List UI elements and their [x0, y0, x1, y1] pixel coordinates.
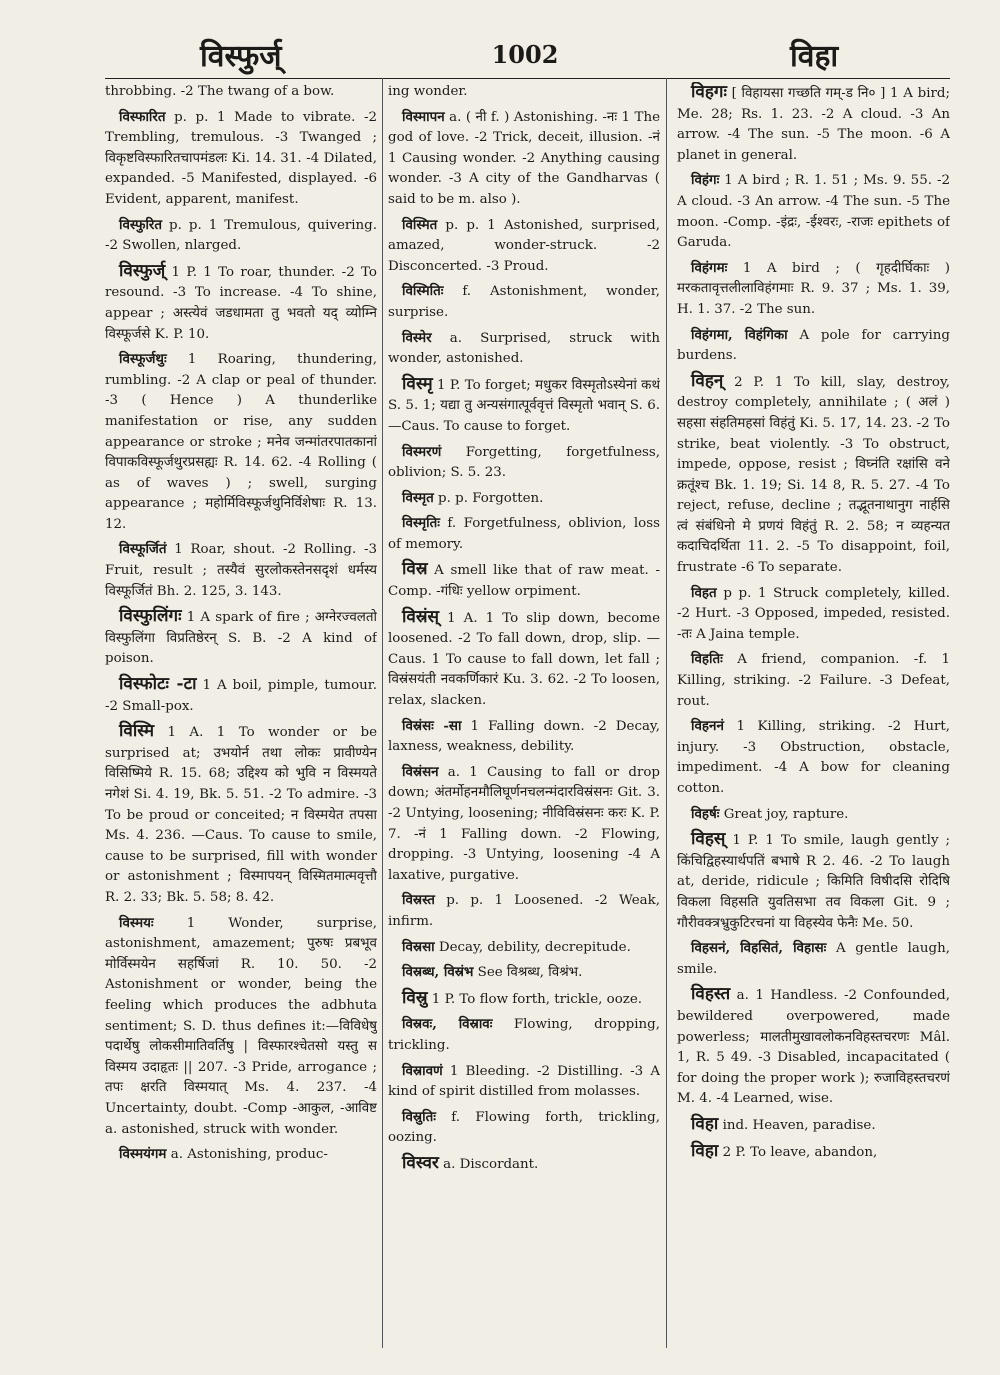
entry-headword: विहा	[691, 1140, 719, 1161]
entry-headword: विस्मित	[402, 216, 438, 233]
column-1	[105, 82, 377, 1352]
dictionary-entry	[677, 371, 950, 579]
entry-definition: 1 A. 1 To slip down, become loosened. -2 To fall down, drop, slip. —Caus. 1 To cause to fall down, let fall ; विस्रंसयंती नवकर्णिकारं Ku. 3. 62. -2 To loosen, relax, slacken.	[388, 610, 660, 709]
entry-definition: p. p. 1 Tremulous, quivering. -2 Swollen, nlarged.	[105, 217, 377, 254]
entry-headword: विस्मृ	[402, 373, 433, 394]
entry-headword: विस्रावणं	[402, 1062, 443, 1079]
entry-headword: विहन्	[691, 370, 724, 391]
entry-headword: विस्मेर	[402, 329, 432, 346]
dictionary-entry	[388, 488, 660, 510]
dictionary-entry	[388, 82, 660, 103]
dictionary-entry	[105, 215, 377, 257]
dictionary-entry	[105, 913, 377, 1141]
dictionary-entry	[388, 1061, 660, 1103]
entry-definition: throbbing. -2 The twang of a bow.	[105, 84, 335, 99]
dictionary-entry	[105, 721, 377, 908]
entry-headword: विस्फारित	[119, 108, 166, 125]
entry-definition: 1 P. 1 To roar, thunder. -2 To resound. -3 To increase. -4 To shine, appear ; अस्त्येवं जडधामता तु भवतो यद् व्योम्नि विस्फूर्जसे K. P. 10.	[105, 264, 377, 342]
entry-definition: 1 A spark of fire ; अग्नेरज्वलतो विस्फुलिंगा विप्रतिष्ठेरन् S. B. -2 A kind of poison.	[105, 610, 377, 667]
entry-definition: f. Flowing forth, trickling, oozing.	[388, 1109, 660, 1146]
entry-definition: A smell like that of raw meat. -Comp. -गंधिः yellow orpiment.	[388, 563, 660, 600]
dictionary-entry	[677, 984, 950, 1110]
dictionary-entry	[677, 258, 950, 321]
entry-headword: विस्मरणं	[402, 443, 442, 460]
entry-definition: Flowing, dropping, trickling.	[388, 1017, 660, 1053]
dictionary-entry	[105, 1144, 377, 1166]
entry-headword: विहत	[691, 584, 717, 601]
entry-definition: ing wonder.	[388, 84, 468, 99]
entry-definition: 1 P. To forget; मधुकर विस्मृतोऽस्येनां कथं S. 5. 1; यद्या तु अन्यसंगात्पूर्ववृत्तं विस्मृतो भवान् S. 6. —Caus. To cause to forget.	[388, 377, 660, 434]
dictionary-entry	[388, 374, 660, 438]
page-number: 1002	[491, 40, 559, 69]
entry-definition: ind. Heaven, paradise.	[722, 1117, 876, 1133]
header-rule	[105, 78, 950, 79]
entry-headword: विहंगः	[691, 172, 720, 189]
entry-headword: विहा	[691, 1113, 719, 1134]
dictionary-entry	[105, 261, 377, 345]
dictionary-entry	[105, 349, 377, 535]
entry-headword: विस्रब्ध, विस्रंभ	[402, 964, 474, 981]
entry-definition: See विश्रब्ध, विश्रंभ.	[477, 965, 583, 981]
entry-headword: विहगः	[691, 82, 727, 102]
entry-headword: विस्रवः, विस्रावः	[402, 1016, 493, 1033]
dictionary-entry	[105, 107, 377, 211]
entry-headword: विस्रुतिः	[402, 1108, 436, 1125]
dictionary-entry	[388, 1153, 660, 1176]
dictionary-entry	[388, 442, 660, 484]
entry-headword: विस्रंसः -सा	[402, 717, 462, 734]
entry-headword: विस्रंसन	[402, 763, 439, 780]
entry-definition: Forgetting, forgetfulness, oblivion; S. 5. 23.	[388, 444, 660, 481]
column-3	[677, 82, 950, 1352]
entry-headword: विहंगमा, विहंगिका	[691, 326, 788, 343]
entry-definition: a. Surprised, struck with wonder, astonished.	[388, 330, 660, 367]
dictionary-entry	[105, 606, 377, 670]
entry-definition: [ विहायसा गच्छति गम्-ड नि० ] 1 A bird; Me. 28; Rs. 1. 23. -2 A cloud. -3 An arrow. -4 The sun. -5 The moon. -6 A planet in general.	[677, 86, 950, 163]
entry-headword: विस्मि	[119, 721, 155, 742]
dictionary-entry	[388, 607, 660, 712]
header-right-guide-word: विहा	[790, 39, 839, 74]
dictionary-entry	[677, 325, 950, 367]
dictionary-entry	[388, 890, 660, 932]
entry-headword: विस्मापन	[402, 108, 445, 125]
dictionary-entry	[388, 1107, 660, 1149]
entry-headword: विस्रु	[402, 987, 428, 1008]
entry-headword: विहतिः	[691, 651, 723, 668]
entry-headword: विस्फोटः -टा	[119, 674, 197, 695]
dictionary-entry	[677, 804, 950, 826]
entry-definition: a. Discordant.	[443, 1156, 539, 1172]
dictionary-entry	[677, 1141, 950, 1164]
entry-definition: 1 Roaring, thundering, rumbling. -2 A clap or peal of thunder. -3 ( Hence ) A thunderlike manifestation or rise, any sudden appearance or stroke ; मनेव जन्मांतरपातकानां विपाकविस्फूर्जथुरप्रसह्यः R. 14. 62. -4 Rolling ( as of waves ) ; swell, surging appearance ; महोर्मिविस्फूर्जथुनिर्विशेषाः R. 13. 12.	[105, 352, 377, 532]
entry-headword: विस्फूर्जितं	[119, 541, 167, 558]
entry-headword: विस्मयः	[119, 914, 154, 931]
entry-headword: विहस्	[691, 829, 726, 850]
entry-definition: 1 A. 1 To wonder or be surprised at; उभयोर्न तथा लोकः प्रावीण्येन विसिष्मिये R. 15. 68; उद्दिश्य को भुवि न विस्मयते नगेशं Si. 4. 19, Bk. 5. 51. -2 To admire. -3 To be proud or conceited; न विस्मयेत तपसा Ms. 4. 236. —Caus. To cause to smile, cause to be surprised, fill with wonder or astonishment ; विस्मापयन् विस्मितमात्मवृत्तौ R. 2. 33; Bk. 5. 58; 8. 42.	[105, 725, 377, 905]
entry-headword: विहननं	[691, 718, 724, 735]
column-divider-2	[666, 78, 667, 1348]
dictionary-entry	[105, 82, 377, 103]
entry-definition: 2 P. 1 To kill, slay, destroy, destroy completely, annihilate ; ( अलं ) सहसा संहतिमहसां विहंतुं Ki. 5. 17, 14. 23. -2 To strike, beat violently. -3 To obstruct, impede, oppose, resist ; विघ्नंति रक्षांसि वने क्रतूंश्च Bk. 1. 19; Si. 14 8, R. 5. 27. -4 To reject, refuse, decline ; तद्भूतनाथानुग नार्हसि त्वं संबंधिनो मे प्रणयं विहंतुं R. 2. 58; न व्यहन्यत कदाचिदर्थिता 11. 2. -5 To disappoint, foil, frustrate -6 To separate.	[677, 374, 950, 576]
dictionary-entry	[388, 559, 660, 602]
entry-definition: p. p. 1 Made to vibrate. -2 Trembling, tremulous. -3 Twanged ; विकृष्टविस्फारितचापमंडलः Ki. 14. 31. -4 Dilated, expanded. -5 Manifested, displayed. -6 Evident, apparent, manifest.	[105, 109, 377, 207]
entry-definition: 1 Wonder, surprise, astonishment, amazement; पुरुषः प्रबभूव मोर्विस्मयेन सहर्षिजां R. 10. 50. -2 Astonishment or wonder, being the feeling which produces the adbhuta sentiment; S. D. thus defines it:—विविधेषु पदार्थेषु लोकसीमातिवर्तिषु | विस्फारश्चेतसो यस्तु स विस्मय उदाहृतः || 207. -3 Pride, arrogance ; तपः क्षरति विस्मयात् Ms. 4. 237. -4 Uncertainty, doubt. -Comp -आकुल, -आविष्ट a. astonished, struck with wonder.	[105, 915, 377, 1137]
entry-headword: विस्मृतिः	[402, 515, 440, 532]
entry-headword: विस्फूर्जथुः	[119, 351, 167, 368]
entry-definition: 1 Falling down. -2 Decay, laxness, weakness, debility.	[388, 718, 660, 755]
entry-definition: Great joy, rapture.	[723, 806, 849, 822]
entry-definition: A gentle laugh, smile.	[677, 941, 950, 977]
dictionary-entry	[388, 762, 660, 887]
entry-definition: 1 P. 1 To smile, laugh gently ; किंचिद्विहस्यार्थपतिं बभाषे R 2. 46. -2 To laugh at, deride, ridicule ; किमिति विषीदसि रोदिषि विकला विहसति युवतिसभा तव विकला Git. 9 ; गौरीवक्त्रभ्रुकुटिरचनां या विहस्येव फेनैः Me. 50.	[677, 833, 950, 931]
entry-headword: विस्फुरित	[119, 216, 163, 233]
entry-definition: 1 A bird ; ( गृहदीर्घिकाः ) मरकतावृत्तलीलाविहंगमाः R. 9. 37 ; Ms. 1. 39, H. 1. 37. -2 The sun.	[677, 260, 950, 317]
entry-definition: p. p. 1 Loosened. -2 Weak, infirm.	[388, 893, 660, 929]
entry-headword: विस्मितिः	[402, 283, 444, 300]
entry-headword: विस्रसा	[402, 938, 435, 955]
dictionary-entry	[388, 962, 660, 984]
dictionary-entry	[677, 938, 950, 980]
entry-definition: 1 Roar, shout. -2 Rolling. -3 Fruit, result ; तस्यैवं सुरलोकस्तेनसदृशं धर्मस्य विस्फूर्जितं Bh. 2. 125, 3. 143.	[105, 542, 377, 599]
entry-definition: a. Astonishing, produc-	[170, 1147, 328, 1163]
entry-definition: p. p. 1 Astonished, surprised, amazed, wonder-struck. -2 Disconcerted. -3 Proud.	[388, 217, 660, 274]
dictionary-entry	[105, 539, 377, 602]
dictionary-entry	[677, 716, 950, 799]
entry-definition: p p. 1 Struck completely, killed. -2 Hurt. -3 Opposed, impeded, resisted. -तः A Jaina temple.	[677, 585, 950, 642]
entry-headword: विस्रस्त	[402, 892, 435, 909]
entry-definition: p. p. Forgotten.	[438, 490, 544, 506]
entry-headword: विहंगमः	[691, 259, 728, 276]
entry-definition: a. ( नी f. ) Astonishing. -नः 1 The god of love. -2 Trick, deceit, illusion. -नं 1 Causing wonder. -2 Anything causing wonder. -3 A city of the Gandharvas ( said to be m. also ).	[388, 109, 660, 207]
entry-definition: f. Forgetfulness, oblivion, loss of memory.	[388, 516, 660, 552]
entry-definition: 1 A boil, pimple, tumour. -2 Small-pox.	[105, 678, 377, 714]
dictionary-entry	[677, 1114, 950, 1137]
dictionary-entry	[677, 170, 950, 253]
dictionary-entry	[677, 82, 950, 166]
dictionary-entry	[388, 281, 660, 323]
dictionary-entry	[677, 649, 950, 712]
entry-definition: 2 P. To leave, abandon,	[722, 1144, 878, 1160]
entry-definition: 1 Killing, striking. -2 Hurt, injury. -3 Obstruction, obstacle, impediment. -4 A bow for cleaning cotton.	[677, 719, 950, 796]
entry-headword: विस्र	[402, 559, 428, 580]
dictionary-entry	[388, 988, 660, 1011]
entry-headword: विहस्त	[691, 984, 731, 1005]
dictionary-entry	[388, 107, 660, 211]
column-divider-1	[382, 78, 383, 1348]
entry-definition: f. Astonishment, wonder, surprise.	[388, 284, 660, 320]
dictionary-entry	[677, 583, 950, 646]
entry-definition: Decay, debility, decrepitude.	[438, 939, 631, 955]
dictionary-entry	[677, 829, 950, 934]
entry-headword: विस्वर	[402, 1152, 439, 1173]
entry-headword: विस्फुलिंगः	[119, 606, 182, 627]
column-2	[388, 82, 660, 1352]
entry-headword: विहसनं, विहसितं, विहासः	[691, 940, 827, 957]
entry-definition: A pole for carrying burdens.	[677, 327, 950, 364]
dictionary-entry	[388, 1014, 660, 1056]
dictionary-entry	[105, 674, 377, 717]
entry-definition: 1 P. To flow forth, trickle, ooze.	[431, 991, 642, 1007]
entry-headword: विस्मृत	[402, 489, 434, 506]
entry-definition: 1 A bird ; R. 1. 51 ; Ms. 9. 55. -2 A cloud. -3 An arrow. -4 The sun. -5 The moon. -Comp. -इंद्रः, -ईश्वरः, -राजः epithets of Garuda.	[677, 173, 950, 251]
header-left-guide-word: विस्फुर्ज्	[200, 39, 282, 74]
entry-definition: A friend, companion. -f. 1 Killing, striking. -2 Failure. -3 Defeat, rout.	[677, 652, 950, 709]
entry-headword: विस्फुर्ज्	[119, 260, 166, 281]
entry-headword: विहर्षः	[691, 805, 720, 822]
entry-headword: विस्रंस्	[402, 606, 440, 627]
entry-definition: a. 1 Causing to fall or drop down; अंतर्मोहनमौलिघूर्णनचलन्मंदारविस्रंसनः Git. 3. -2 Untying, loosening; नीविविस्रंसनः करः K. P. 7. -नं 1 Falling down. -2 Flowing, dropping. -3 Untying, loosening -4 A laxative, purgative.	[388, 764, 660, 883]
dictionary-entry	[388, 513, 660, 555]
entry-definition: a. 1 Handless. -2 Confounded, bewildered overpowered, made powerless; मालतीमुखावलोकनविहस्तचरणः Mâl. 1, R. 5 49. -3 Disabled, incapacitated ( for doing the proper work ); रुजाविहस्तचरणं M. 4. -4 Learned, wise.	[677, 988, 950, 1107]
dictionary-entry	[388, 215, 660, 278]
dictionary-entry	[388, 937, 660, 959]
entry-definition: 1 Bleeding. -2 Distilling. -3 A kind of spirit distilled from molasses.	[388, 1063, 660, 1100]
dictionary-entry	[388, 328, 660, 370]
entry-headword: विस्मयंगम	[119, 1146, 167, 1163]
dictionary-entry	[388, 716, 660, 758]
